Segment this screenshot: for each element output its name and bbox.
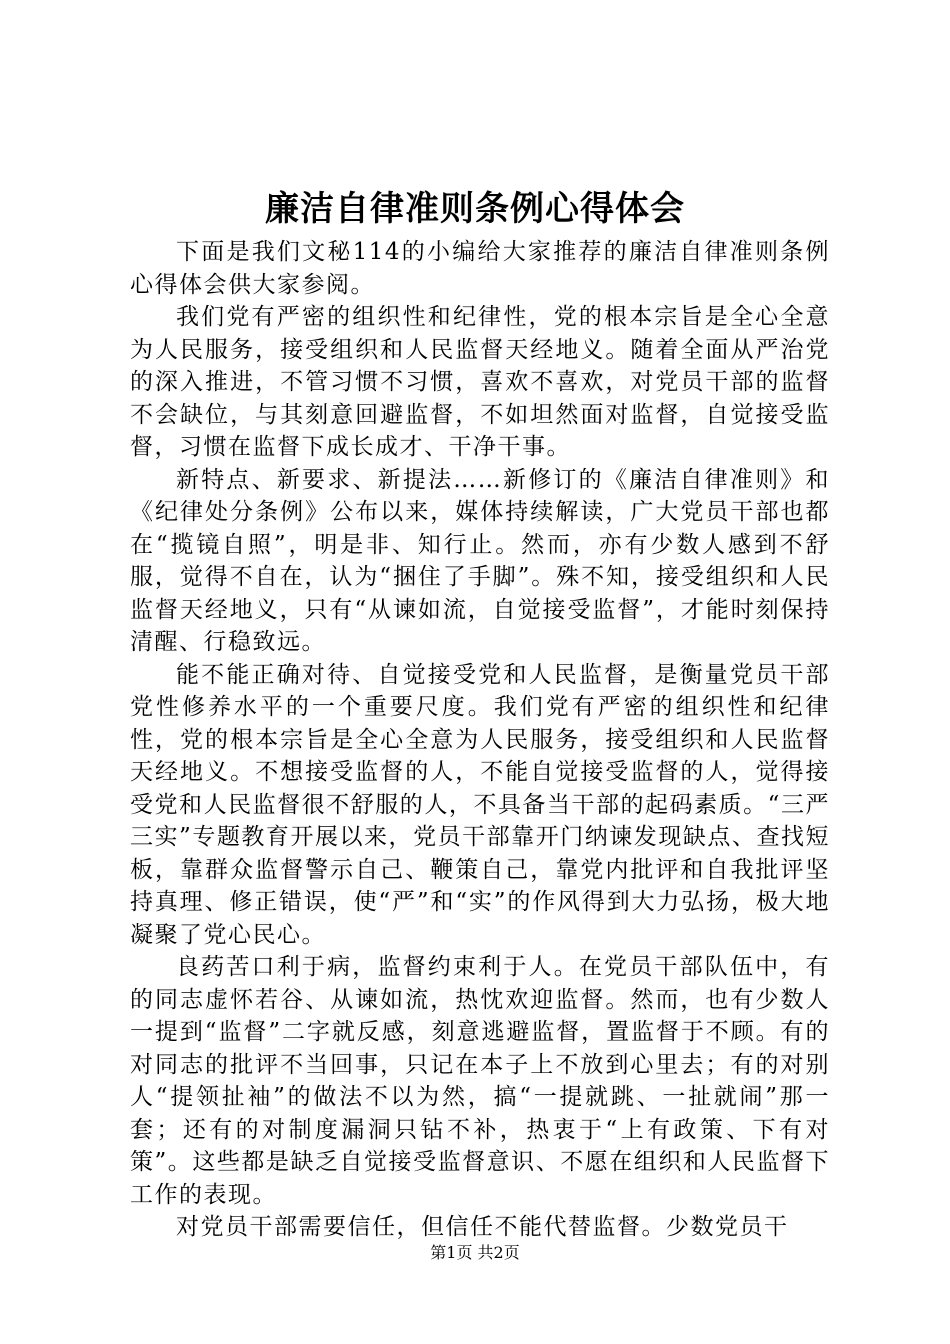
paragraph-truncated: 对党员干部需要信任，但信任不能代替监督。少数党员干	[176, 1214, 789, 1240]
paragraph: 新特点、新要求、新提法……新修订的《廉洁自律准则》和《纪律处分条例》公布以来，媒体持续解读，广大党员干部也都在“揽镜自照”，明是非、知行止。然而，亦有少数人感到不舒服，觉得不自在，认为“捆住了手脚”。殊不知，接受组织和人民监督天经地义，只有“从谏如流，自觉接受监督”，才能时刻保持清醒、行稳致远。	[130, 466, 830, 655]
document-body	[130, 236, 830, 1244]
paragraph-intro: 下面是我们文秘114的小编给大家推荐的廉洁自律准则条例心得体会供大家参阅。	[130, 239, 830, 298]
paragraph: 能不能正确对待、自觉接受党和人民监督，是衡量党员干部党性修养水平的一个重要尺度。我们党有严密的组织性和纪律性，党的根本宗旨是全心全意为人民服务，接受组织和人民监督天经地义。不想接受监督的人，不能自觉接受监督的人，觉得接受党和人民监督很不舒服的人，不具备当干部的起码素质。“三严三实”专题教育开展以来，党员干部靠开门纳谏发现缺点、查找短板，靠群众监督警示自己、鞭策自己，靠党内批评和自我批评坚持真理、修正错误，使“严”和“实”的作风得到大力弘扬，极大地凝聚了党心民心。	[130, 661, 830, 948]
document-title: 廉洁自律准则条例心得体会	[265, 189, 685, 229]
paragraph: 良药苦口利于病，监督约束利于人。在党员干部队伍中，有的同志虚怀若谷、从谏如流，热忱欢迎监督。然而，也有少数人一提到“监督”二字就反感，刻意逃避监督，置监督于不顾。有的对同志的批评不当回事，只记在本子上不放到心里去；有的对别人“提领扯袖”的做法不以为然，搞“一提就跳、一扯就闹”那一套；还有的对制度漏洞只钻不补，热衷于“上有政策、下有对策”。这些都是缺乏自觉接受监督意识、不愿在组织和人民监督下工作的表现。	[130, 954, 830, 1208]
page-footer: 第1页 共2页	[430, 1243, 520, 1262]
paragraph: 我们党有严密的组织性和纪律性，党的根本宗旨是全心全意为人民服务，接受组织和人民监督天经地义。随着全面从严治党的深入推进，不管习惯不习惯，喜欢不喜欢，对党员干部的监督不会缺位，与其刻意回避监督，不如坦然面对监督，自觉接受监督，习惯在监督下成长成才、干净干事。	[130, 304, 830, 460]
